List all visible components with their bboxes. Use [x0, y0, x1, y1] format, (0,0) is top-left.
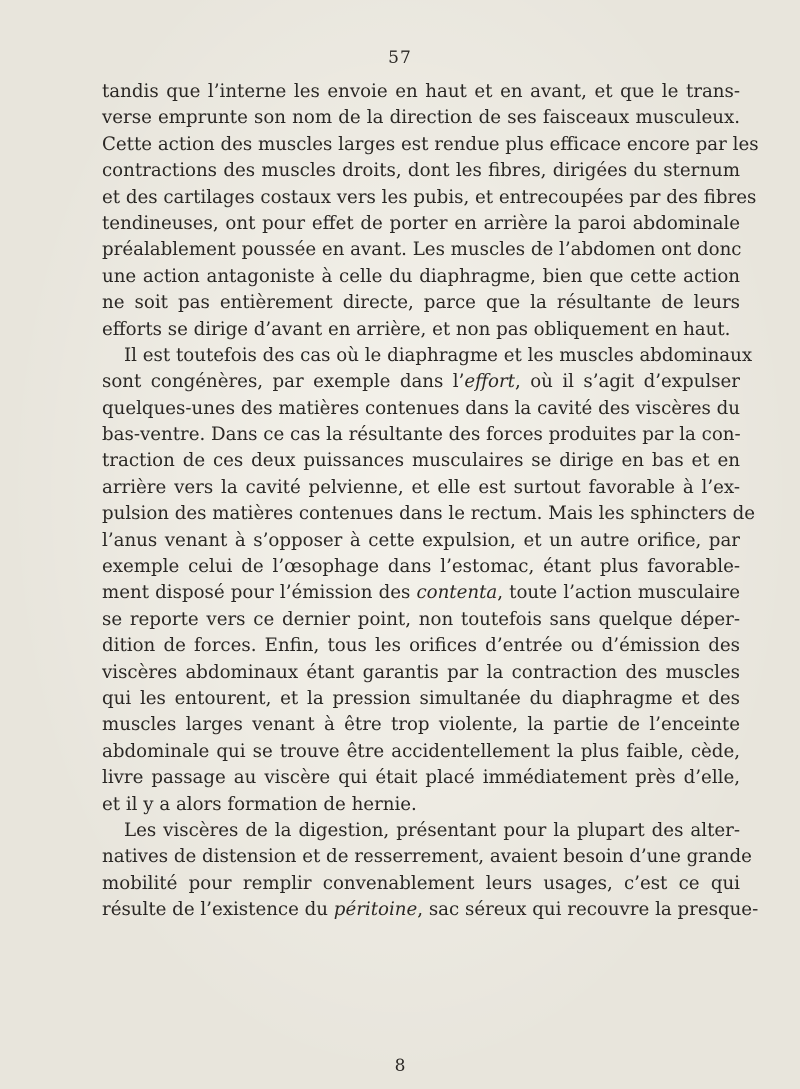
text-segment: sont congénères, par exemple dans l’	[102, 371, 465, 393]
text-line	[102, 897, 759, 923]
text-line	[102, 475, 740, 501]
text-segment: natives de distension et de resserrement, avaient besoin d’une grande	[102, 846, 752, 868]
italic-term: péritoine	[333, 899, 418, 921]
text-line	[102, 448, 740, 474]
text-line	[102, 580, 740, 606]
text-line	[102, 132, 759, 158]
text-line	[102, 712, 740, 738]
text-segment: efforts se dirige d’avant en arrière, et non pas obliquement en haut.	[102, 318, 731, 340]
text-segment: une action antagoniste à celle du diaphragme, bien que cette action	[102, 265, 740, 287]
signature-mark: 8	[394, 1056, 406, 1076]
text-line	[102, 185, 757, 211]
text-segment: et des cartilages costaux vers les pubis, et entrecoupées par des fibres	[102, 186, 757, 208]
text-line	[102, 317, 740, 343]
text-line	[102, 554, 740, 580]
body-text	[102, 79, 759, 924]
text-segment: , où il s’agit d’expulser	[515, 371, 740, 393]
text-segment: quelques-unes des matières contenues dans la cavité des viscères du	[102, 397, 740, 419]
text-line	[102, 739, 740, 765]
text-segment: dition de forces. Enfin, tous les orifices d’entrée ou d’émission des	[102, 635, 740, 657]
text-line	[102, 369, 740, 395]
text-line	[102, 844, 752, 870]
text-segment: viscères abdominaux étant garantis par la contraction des muscles	[102, 661, 740, 683]
text-segment: Cette action des muscles larges est rendue plus efficace encore par les	[102, 133, 759, 155]
text-line	[102, 818, 740, 844]
text-segment: muscles larges venant à être trop violente, la partie de l’enceinte	[102, 714, 740, 736]
text-segment: et il y a alors formation de hernie.	[102, 793, 417, 815]
text-line	[102, 633, 740, 659]
text-line	[102, 105, 740, 131]
text-line	[102, 422, 740, 448]
text-line	[102, 765, 740, 791]
text-segment: verse emprunte son nom de la direction de ses faisceaux musculeux.	[102, 107, 740, 129]
text-segment: ne soit pas entièrement directe, parce que la résultante de leurs	[102, 292, 740, 314]
text-line	[102, 264, 740, 290]
text-line	[102, 290, 740, 316]
text-segment: mobilité pour remplir convenablement leurs usages, c’est ce qui	[102, 872, 740, 894]
italic-term: contenta	[416, 582, 498, 604]
text-line	[102, 660, 740, 686]
text-line	[102, 211, 740, 237]
text-segment: Il est toutefois des cas où le diaphragme et les muscles abdominaux	[124, 344, 753, 366]
text-segment: Les viscères de la digestion, présentant pour la plupart des alter-	[124, 819, 740, 841]
text-line	[102, 686, 740, 712]
text-segment: tandis que l’interne les envoie en haut et en avant, et que le trans-	[102, 81, 740, 102]
text-line	[102, 343, 753, 369]
text-segment: se reporte vers ce dernier point, non toutefois sans quelque déper-	[102, 608, 740, 630]
text-segment: ment disposé pour l’émission des	[102, 582, 417, 604]
text-line	[102, 528, 740, 554]
text-segment: préalablement poussée en avant. Les muscles de l’abdomen ont donc	[102, 239, 742, 261]
text-line	[102, 79, 740, 105]
text-line	[102, 396, 740, 422]
text-segment: arrière vers la cavité pelvienne, et elle est surtout favorable à l’ex-	[102, 476, 740, 498]
text-segment: livre passage au viscère qui était placé immédiatement près d’elle,	[102, 767, 740, 789]
text-segment: l’anus venant à s’opposer à cette expulsion, et un autre orifice, par	[102, 529, 740, 551]
text-line	[102, 501, 756, 527]
text-line	[102, 871, 740, 897]
page-number: 57	[388, 48, 412, 68]
text-segment: , toute l’action musculaire	[497, 582, 740, 604]
text-segment: qui les entourent, et la pression simultanée du diaphragme et des	[102, 687, 740, 709]
text-segment: , sac séreux qui recouvre la presque-	[417, 899, 759, 921]
text-segment: contractions des muscles droits, dont les fibres, dirigées du sternum	[102, 160, 740, 182]
text-segment: bas-ventre. Dans ce cas la résultante des forces produites par la con-	[102, 424, 741, 446]
text-line	[102, 158, 740, 184]
text-segment: traction de ces deux puissances musculaires se dirige en bas et en	[102, 450, 740, 472]
text-segment: tendineuses, ont pour effet de porter en arrière la paroi abdominale	[102, 212, 740, 234]
text-line	[102, 237, 740, 263]
italic-term: effort	[464, 371, 515, 393]
text-segment: abdominale qui se trouve être accidentellement la plus faible, cède,	[102, 740, 740, 762]
text-segment: résulte de l’existence du	[102, 899, 334, 921]
text-line	[102, 607, 740, 633]
text-segment: pulsion des matières contenues dans le rectum. Mais les sphincters de	[102, 503, 756, 525]
text-line	[102, 792, 740, 818]
text-segment: exemple celui de l’œsophage dans l’estomac, étant plus favorable-	[102, 556, 740, 578]
